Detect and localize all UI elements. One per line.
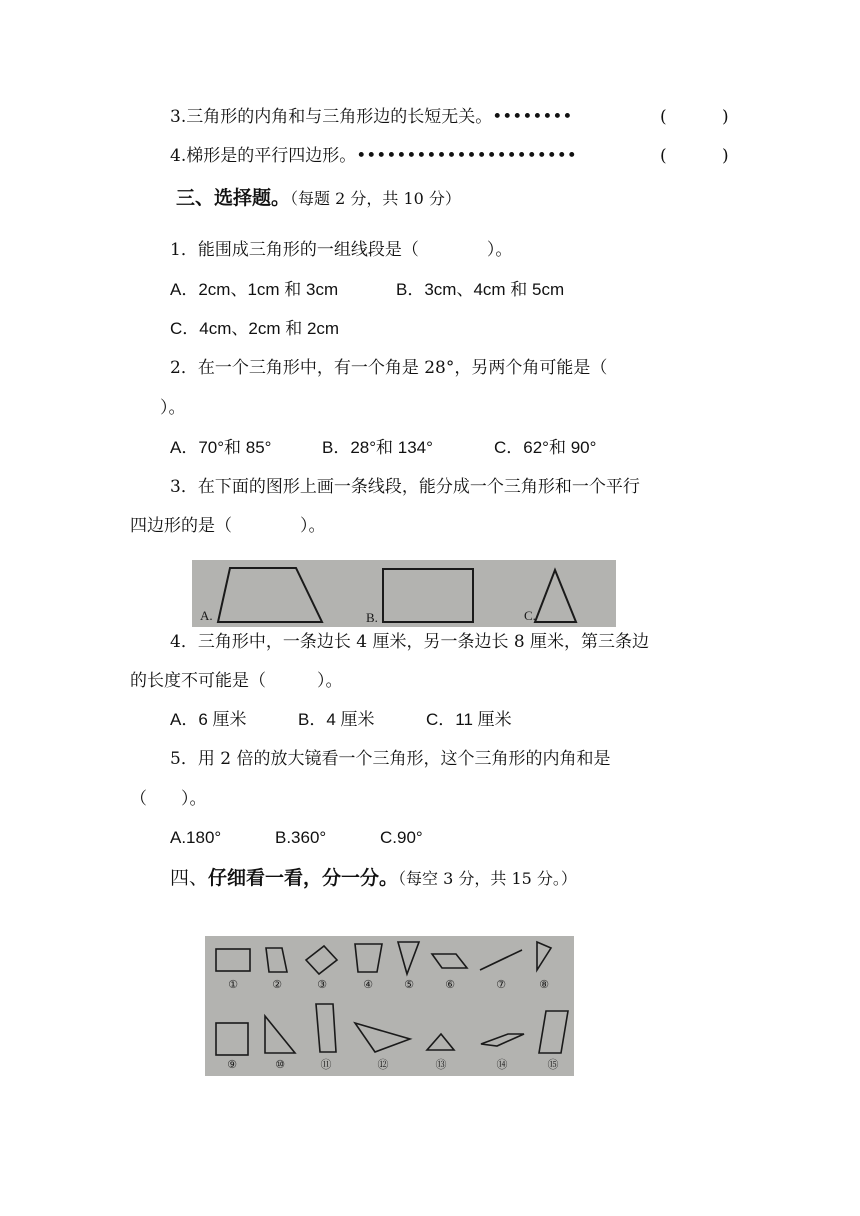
shape-15: [539, 1011, 568, 1053]
question-4-options: [170, 708, 512, 732]
figure-label-b: B.: [366, 610, 378, 625]
shape-12: [355, 1023, 410, 1052]
shape-label-7: ⑮: [547, 1058, 559, 1071]
section-note: （每题 2 分，共 10 分）: [290, 189, 461, 208]
rectangle-shape: [383, 569, 473, 622]
shape-label-4: ⑫: [377, 1058, 389, 1071]
answer-paren-open: (: [660, 146, 667, 166]
shape-label-1: ⑨: [227, 1058, 237, 1071]
shape-3: [306, 946, 337, 974]
shape-label-8: ⑧: [539, 978, 549, 991]
answer-paren-open: (: [660, 107, 667, 127]
option-a: A．6 厘米: [170, 710, 247, 729]
shape-10: [265, 1016, 295, 1053]
option-b: B．28°和 134°: [322, 438, 433, 457]
section4-shapes-figure: [205, 936, 574, 1076]
option-c: C．11 厘米: [426, 710, 512, 729]
option-b: B.360°: [275, 828, 327, 847]
judgement-item-4: [170, 144, 740, 168]
question-3-figure: [192, 560, 616, 627]
shape-6: [432, 954, 467, 968]
question-3-stem-line2: 四边形的是（ ）。: [130, 516, 326, 536]
section-number: 四、: [170, 867, 209, 889]
section-title: 仔细看一看，分一分。: [208, 867, 399, 889]
shape-label-1: ①: [228, 978, 238, 991]
figure-label-a: A.: [200, 608, 213, 623]
question-1-options-row1: [170, 278, 564, 302]
shape-label-7: ⑦: [496, 978, 506, 991]
option-a: A．70°和 85°: [170, 438, 272, 457]
shape-9: [216, 1023, 248, 1055]
shape-8: [537, 942, 551, 970]
shape-label-3: ⑪: [320, 1058, 332, 1071]
shape-label-4: ④: [363, 978, 373, 991]
question-2-options: [170, 436, 596, 460]
shape-1: [216, 949, 250, 971]
item-number: 4.: [170, 146, 187, 166]
section-note: （每空 3 分，共 15 分。）: [398, 869, 577, 888]
shape-14: [481, 1034, 524, 1046]
option-a: A．2cm、1cm 和 3cm: [170, 280, 339, 299]
item-number: 3.: [170, 107, 187, 127]
dot-leader: ••••••••••••••••••••••: [356, 146, 577, 166]
question-3-stem-line1: 3．在下面的图形上画一条线段，能分成一个三角形和一个平行: [170, 477, 640, 497]
shape-labels-row2: [205, 1058, 574, 1074]
shape-label-5: ⑤: [404, 978, 414, 991]
shape-label-6: ⑥: [445, 978, 455, 991]
shape-labels-row1: [205, 978, 574, 994]
question-5-stem-line1: 5．用 2 倍的放大镜看一个三角形，这个三角形的内角和是: [170, 749, 611, 769]
triangle-shape: [535, 570, 576, 622]
option-c: C．4cm、2cm 和 2cm: [170, 319, 340, 338]
judgement-item-3: [170, 105, 740, 129]
answer-paren-close: ): [722, 107, 729, 127]
shape-label-6: ⑭: [496, 1058, 508, 1071]
shape-13: [427, 1034, 454, 1050]
option-a: A.180°: [170, 828, 222, 847]
option-c: C.90°: [380, 828, 423, 847]
shape-label-3: ③: [317, 978, 327, 991]
question-5-options: [170, 826, 423, 850]
item-text: 三角形的内角和与三角形边的长短无关。: [186, 107, 493, 127]
question-4-stem-line2: 的长度不可能是（ ）。: [130, 671, 343, 691]
question-5-stem-line2: （ ）。: [130, 789, 207, 809]
answer-paren-close: ): [722, 146, 729, 166]
dot-leader: ••••••••: [492, 107, 573, 127]
option-b: B．3cm、4cm 和 5cm: [396, 280, 565, 299]
question-2-stem-line2: ）。: [160, 398, 186, 418]
trapezoid-shape: [218, 568, 322, 622]
shape-label-2: ⑩: [275, 1058, 285, 1071]
figure-label-c: C.: [524, 608, 536, 623]
section3-heading: [176, 186, 461, 211]
shape-label-5: ⑬: [435, 1058, 447, 1071]
shapes-figure: [192, 560, 616, 627]
option-b: B．4 厘米: [298, 710, 375, 729]
shape-2: [266, 948, 287, 972]
shape-7: [480, 950, 522, 970]
shape-4: [355, 944, 382, 972]
question-1-stem: 1．能围成三角形的一组线段是（ ）。: [170, 240, 513, 260]
question-4-stem-line1: 4．三角形中，一条边长 4 厘米，另一条边长 8 厘米，第三条边: [170, 632, 650, 652]
shape-5: [398, 942, 419, 974]
option-c: C．62°和 90°: [494, 438, 597, 457]
item-text: 梯形是的平行四边形。: [186, 146, 357, 166]
section-title: 三、选择题。: [176, 187, 291, 209]
question-2-stem-line1: 2．在一个三角形中，有一个角是 28°，另两个角可能是（: [170, 358, 608, 378]
shape-11: [316, 1004, 336, 1052]
question-1-options-row2: [170, 317, 339, 341]
shapes-grid: [205, 936, 574, 1076]
section4-heading: [170, 866, 577, 891]
shape-label-2: ②: [272, 978, 282, 991]
